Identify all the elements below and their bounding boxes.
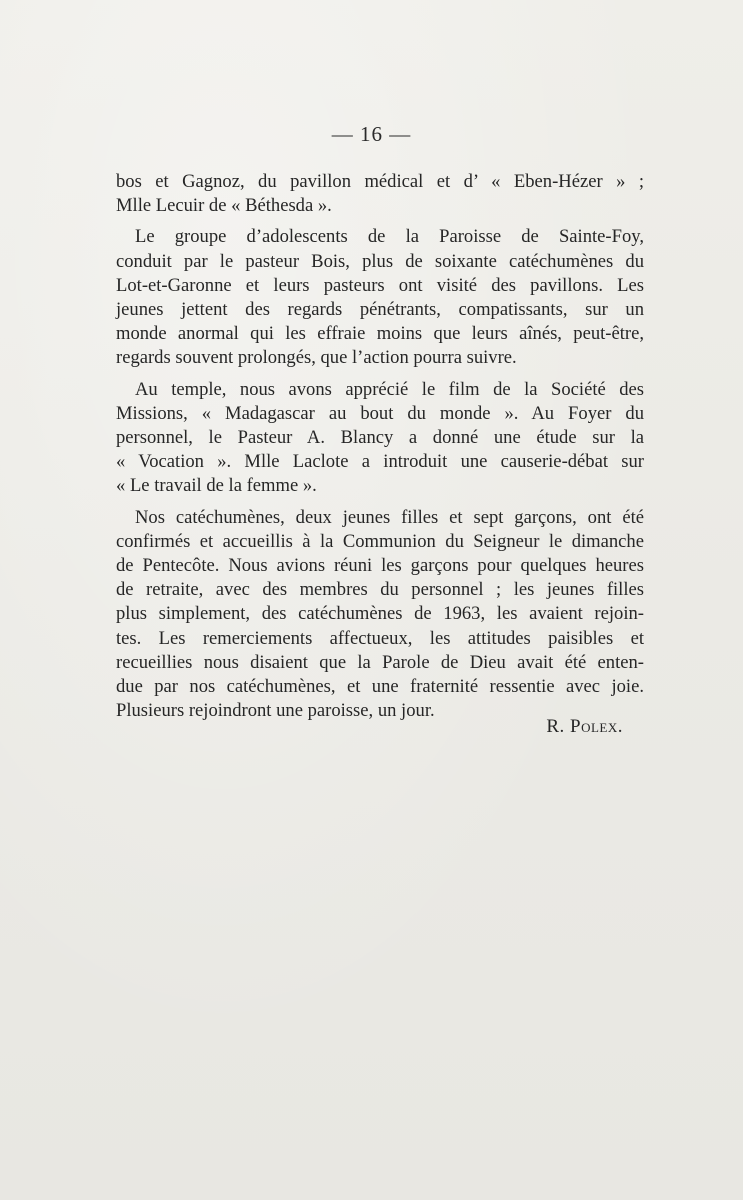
paragraph-2 [116, 225, 644, 370]
text-line: recueillies nous disaient que la Parole de Dieu avait été enten- [116, 651, 644, 673]
text-line: plus simplement, des catéchumènes de 1963, les avaient rejoin- [116, 603, 644, 625]
text-line: de Pentecôte. Nous avions réuni les garçons pour quelques heures [116, 555, 644, 577]
text-line: monde anormal qui les effraie moins que leurs aînés, peut-être, [116, 323, 644, 345]
text-line: conduit par le pasteur Bois, plus de soixante catéchumènes du [116, 250, 644, 272]
text-line: Le groupe d’adolescents de la Paroisse de Sainte-Foy, [135, 226, 644, 248]
body-text [116, 170, 644, 730]
text-line: Au temple, nous avons apprécié le film de la Société des [135, 378, 644, 400]
page-number: — 16 — [331, 122, 412, 146]
text-line: « Vocation ». Mlle Laclote a introduit une causerie-débat sur [116, 451, 644, 473]
text-line: Lot-et-Garonne et leurs pasteurs ont visité des pavillons. Les [116, 274, 644, 296]
text-line: bos et Gagnoz, du pavillon médical et d’ « Eben-Hézer » ; [116, 171, 644, 192]
paragraph-1 [116, 170, 644, 218]
signature-initial: R. [546, 716, 565, 737]
text-line: regards souvent prolongés, que l’action pourra suivre. [116, 347, 517, 369]
text-line: « Le travail de la femme ». [116, 475, 317, 497]
paragraph-3 [116, 378, 644, 499]
text-line: Nos catéchumènes, deux jeunes filles et sept garçons, ont été [135, 506, 644, 528]
text-line: jeunes jettent des regards pénétrants, compatissants, sur un [116, 299, 644, 321]
paragraph-4 [116, 506, 644, 724]
signature [546, 716, 623, 738]
text-line: confirmés et accueillis à la Communion du Seigneur le dimanche [116, 530, 644, 552]
text-line: due par nos catéchumènes, et une fraternité ressentie avec joie. [116, 676, 644, 698]
text-line: Mlle Lecuir de « Béthesda ». [116, 195, 332, 217]
text-line: de retraite, avec des membres du personnel ; les jeunes filles [116, 579, 644, 601]
signature-name: Polex. [570, 716, 623, 737]
text-line: tes. Les remerciements affectueux, les attitudes paisibles et [116, 627, 644, 649]
text-line: Missions, « Madagascar au bout du monde ». Au Foyer du [116, 402, 644, 424]
text-line: personnel, le Pasteur A. Blancy a donné une étude sur la [116, 427, 644, 449]
text-line: Plusieurs rejoindront une paroisse, un jour. [116, 700, 435, 722]
